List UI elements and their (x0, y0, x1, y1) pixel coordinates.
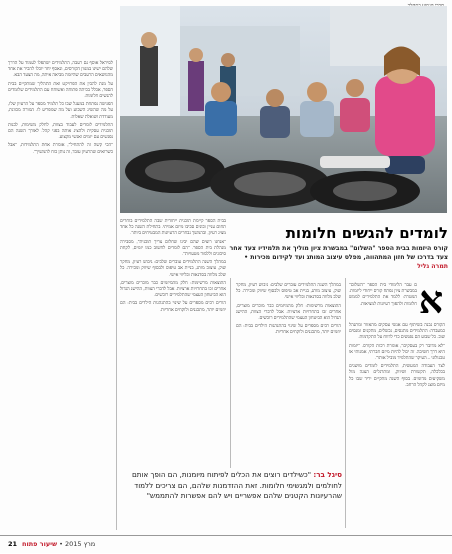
paragraph: בבית הספר קיימת תוכנית ייחודית שבה התלמידים בוחרים תחום עניין ובונים סביבו מיזם אמיתי. בתחילת השנה כל אחד מציג רעיון, ובהמשך נבחרים הרעיונות המבטיחים ביותר. (120, 218, 226, 236)
paragraph: התוצאות מרשימות: חלק מהמיזמים כבר מוכרים מוצרים, אחרים זכו בתחרויות ארציות. אבל לדברי הצוות, ההישג הגדול הוא הביטחון העצמי שהתלמידים רוכשים. (236, 302, 341, 321)
article-column-left (8, 60, 113, 530)
deck-text: קורס היזמות בבית הספר "השלום" במבשרת ציון מוליך את תלמידיו צעד אחר צעד בדרכו של חזון המתהווה, מפלס עיצוב המותג ועד לקידום מכירות • (229, 245, 448, 261)
pull-quote-body: "כשילדים רוצים את הכלים לפיתוח מיומנות, הם הופך אותם לחולמים ולמגשימי חלומות. זאת ההזדמנות שלהם, הם צריכים ללמוד שהרעיונות הקטנים שלהם אפשריים ויש להם אפשרות להתממש" (131, 470, 342, 501)
pull-quote-text (120, 470, 342, 502)
article-column-right (349, 322, 445, 528)
pull-quote-label: סיגל בר: (313, 470, 342, 479)
drop-cap: א (418, 280, 444, 322)
paragraph: הורים רבים מספרים על שינוי בהתנהגות הילדים בבית: הם יוזמים יותר, מתכננים ולוקחים אחריות. (120, 300, 226, 312)
paragraph: על מנת להבין את הפרויקט ואת התהליך שמתקיים בבית הספר, אכלל בכיתה פתוחה ואשוחח עם התלמידים שלומדים להגשים חלומות. (8, 80, 113, 99)
page-footer (0, 535, 452, 554)
classroom-photo-image (120, 6, 447, 213)
paragraph: "הכי קשה זה להתחיל", אומרת אחת התלמידות, "אבל כשרואים שהרעיון עובד, זה נותן כוח להמשיך". (8, 142, 113, 154)
article-column-right-top (349, 282, 417, 322)
paragraph: לצד העבודה המעשית, התלמידים לומדים מושגים בכלכלה, תקשורת ושיווק, ומתרגלים הצגה מול משקיעים מדומים. בסוף השנה מתקיים יריד שבו כל מיזם מוצג לקהל הרחב. (349, 363, 445, 387)
author-name: תמרה גליל (417, 263, 448, 270)
article-deck (228, 244, 448, 271)
paragraph: לסיראל אוסף גם רעבה, התלמידים ישתפלו לעמוד על הדרך שלהם ישיגו במגוון הקורסים, ונאסף יחד יוכלו להכיר את אחד מהנושאים הרעבים שהיזמה מביאה איתה, מה הצעד הבא. (8, 60, 113, 78)
paragraph: במהלך השנה התלמידים עוברים שלבים: גיבוש רעיון, מחקר שוק, עיצוב מותג, בניית אב טיפוס ולבסוף שיווק ומכירה. כל שלב מלווה בסדנאות ובליווי אישי. (236, 282, 341, 300)
paragraph: "אנחנו רוצים שהם יבינו שחלום צריך תוכנית", מסבירה מנהלת בית הספר. "הם לומדים לחשוב כמו יזמים, לקחת סיכונים וללמוד מטעויות". (120, 238, 226, 257)
paragraph: התלמידים לומדים לעבוד בצוות, לחלק משימות, לבנות תוכנית עסקית ולהציג אותה בפני קהל. לאורך השנה הם נפגשים עם יזמים ואנשי מקצוע. (8, 121, 113, 140)
magazine-name: שיעור פתוח (22, 540, 57, 548)
magazine-issue: מרץ 2015 • שיעור פתוח (22, 540, 96, 548)
article-headline: לומדים להגשים חלומות (285, 224, 448, 242)
paragraph: הפגישה נפתחת במעגל שבו כל תלמיד מספר על הרעיון שלו, על מה שהשיג השבוע ועל מה שמפריע לו. המורה מכוונת, מעודדת ושואלת שאלות. (8, 101, 113, 119)
paragraph: "לא מדובר רק בעסקים", אומרת רכזת הקורס. "יזמות היא דרך חשיבה. זה יכול להיות מיזם חברתי, אמנותי או טכנולוגי – העיקר שהתלמיד מוביל אותו". (349, 342, 445, 361)
classroom-photo (120, 6, 447, 213)
paragraph: במהלך השנה התלמידים עוברים שלבים: גיבוש רעיון, מחקר שוק, עיצוב מותג, בניית אב טיפוס ולבסוף שיווק ומכירה. כל שלב מלווה בסדנאות ובליווי אישי. (120, 259, 226, 277)
page-number: 21 (8, 540, 18, 548)
pull-quote (120, 470, 342, 526)
article-column-middle (120, 218, 226, 466)
paragraph: הורים רבים מספרים על שינוי בהתנהגות הילדים בבית: הם יוזמים יותר, מתכננים ולוקחים אחריות. (236, 323, 341, 335)
paragraph: הקורס נבנה בשיתוף עם אנשי עסקים מהאזור ומתנהל כמעבדה: התלמידים מתנסים, נכשלים, מתקנים ומנסים שוב. כל שבוע הם נפגשים כדי לדווח על התקדמות. (349, 322, 445, 340)
column-divider (116, 60, 117, 530)
column-divider (230, 278, 231, 468)
column-divider (345, 278, 346, 528)
issue-date: מרץ 2015 (64, 540, 96, 548)
paragraph: התוצאות מרשימות: חלק מהמיזמים כבר מוכרים מוצרים, אחרים זכו בתחרויות ארציות. אבל לדברי הצוות, ההישג הגדול הוא הביטחון העצמי שהתלמידים רוכשים. (120, 279, 226, 298)
paragraph: ם עבר הלימודי בית הספר "השלום" במבשרת ציון נפתח קורס ייחודי ליזמות. המטרה: ללמד את התלמידים לממש חלומות ולהפוך רעיונות למציאות. (349, 282, 417, 306)
